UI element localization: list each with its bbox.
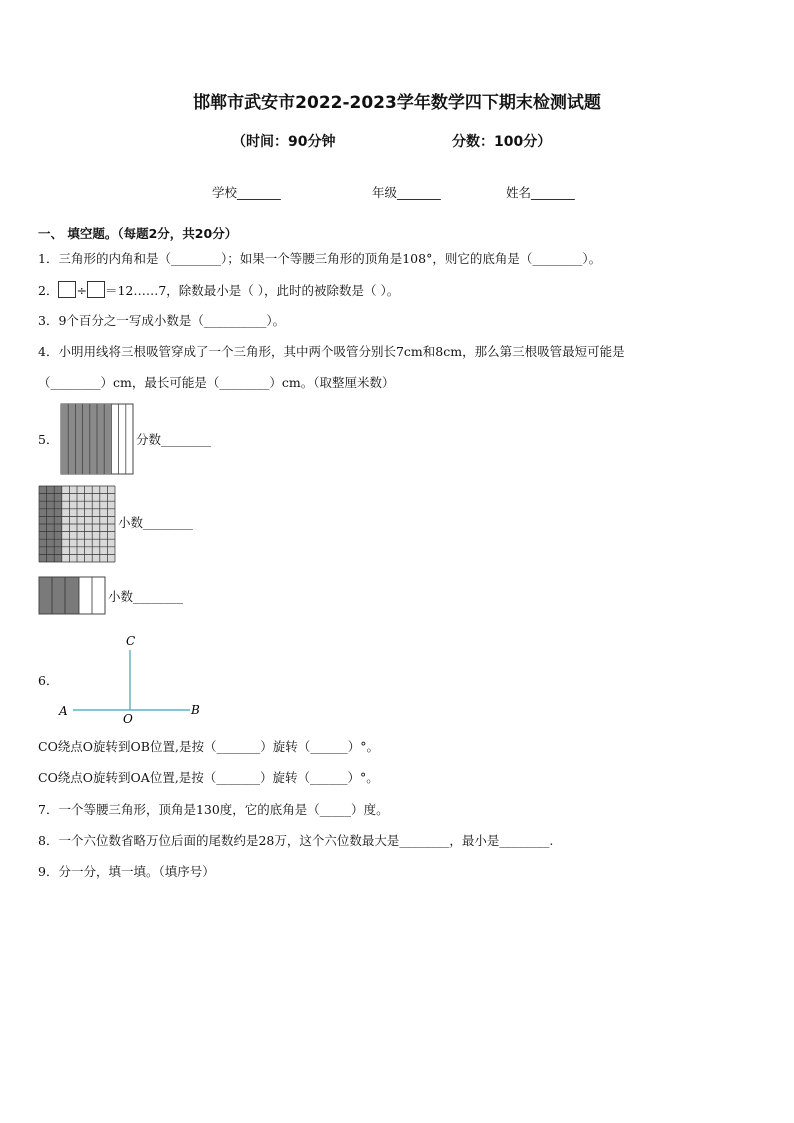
shaded-strip [61, 404, 68, 474]
school-field: 学校_______ [212, 185, 281, 200]
exam-time: （时间：90分钟 [232, 134, 336, 150]
shaded-strip [75, 404, 82, 474]
label-b: B [191, 703, 200, 717]
question-5-fraction-answer: 分数________ [136, 432, 212, 447]
hundred-grid-figure [38, 485, 116, 563]
grade-field: 年级_______ [372, 185, 441, 200]
exam-title: 邯郸市武安市2022-2023学年数学四下期末检测试题 [193, 93, 601, 113]
divide-sign: ÷ [76, 283, 87, 298]
question-8: 8．一个六位数省略万位后面的尾数约是28万，这个六位数最大是________，最小是________. [38, 833, 554, 848]
question-6-line-2: CO绕点O旋转到OA位置,是按（_______）旋转（______）°。 [38, 770, 379, 785]
exam-score: 分数：100分） [452, 134, 552, 150]
shaded-strip [83, 404, 90, 474]
name-field: 姓名_______ [506, 185, 575, 200]
section-title: 一、 填空题。（每题2分，共20分） [38, 226, 238, 241]
question-1: 1．三角形的内角和是（________）；如果一个等腰三角形的顶角是108°，则它的底角是（________）。 [38, 251, 602, 266]
question-5-number: 5． [38, 432, 59, 447]
question-4-line-1: 4．小明用线将三根吸管穿成了一个三角形，其中两个吸管分别长7cm和8cm，那么第三根吸管最短可能是 [38, 344, 625, 359]
shaded-strip [68, 404, 75, 474]
question-2-text: ＝12……7，除数最小是（ ），此时的被除数是（ ）。 [104, 283, 400, 298]
question-4-line-2: （________）cm，最长可能是（________）cm。（取整厘米数） [38, 375, 395, 390]
question-2 [38, 281, 399, 300]
shaded-strip [104, 404, 111, 474]
blank-box-dividend [58, 281, 76, 298]
question-5-decimal-answer-1: 小数________ [118, 515, 194, 530]
question-9: 9．分一分，填一填。（填序号） [38, 864, 215, 879]
label-c: C [126, 634, 136, 648]
shaded-strip [97, 404, 104, 474]
question-2-number: 2． [38, 283, 59, 298]
shaded-strip [90, 404, 97, 474]
question-6-number: 6． [38, 673, 59, 688]
label-a: A [59, 704, 68, 718]
question-5-decimal-answer-2: 小数________ [108, 589, 184, 604]
rotation-figure [55, 630, 215, 726]
blank-box-divisor [87, 281, 105, 298]
label-o: O [123, 712, 133, 726]
fraction-strips-figure [60, 403, 134, 475]
tenths-bar-figure [38, 576, 106, 616]
question-6-line-1: CO绕点O旋转到OB位置,是按（_______）旋转（______）°。 [38, 739, 379, 754]
question-3: 3．9个百分之一写成小数是（__________）。 [38, 313, 286, 328]
question-7: 7．一个等腰三角形，顶角是130度，它的底角是（_____）度。 [38, 802, 389, 817]
